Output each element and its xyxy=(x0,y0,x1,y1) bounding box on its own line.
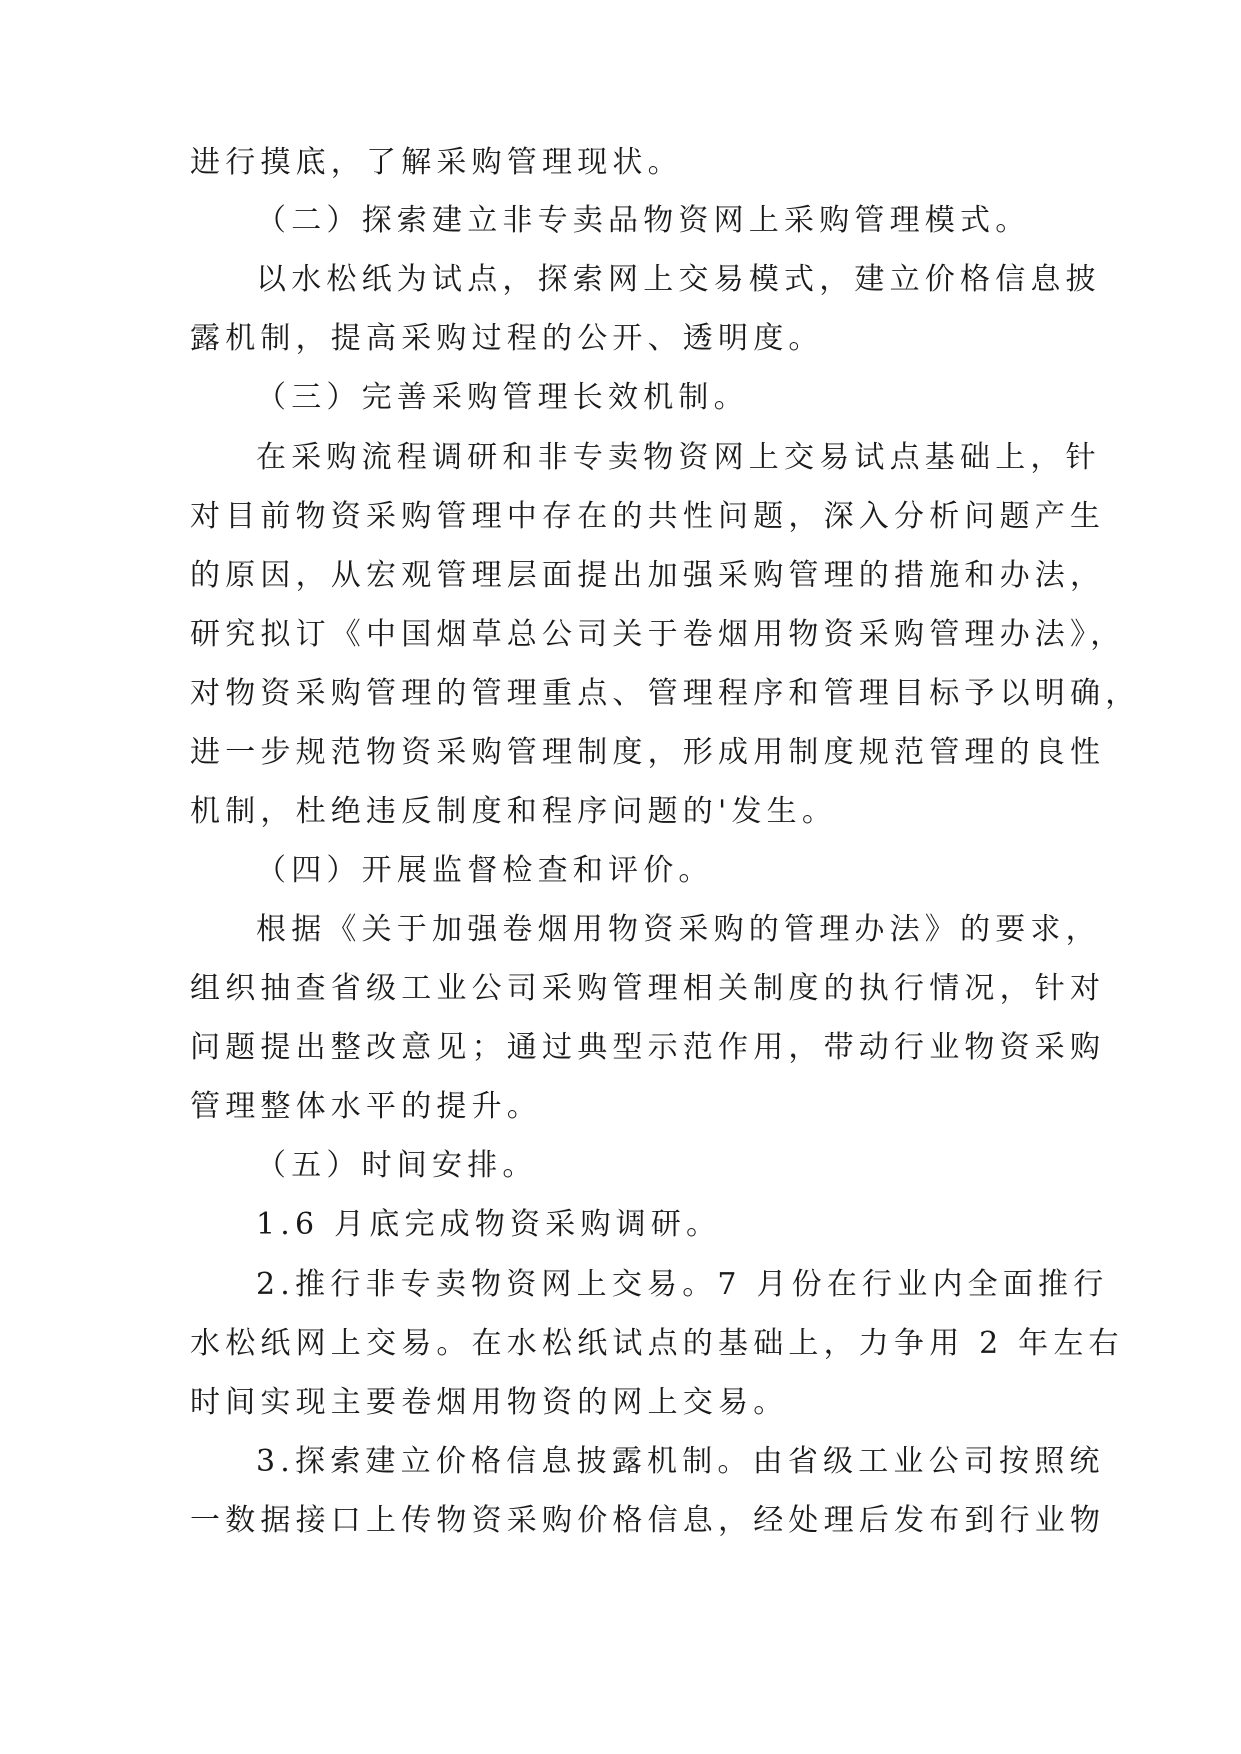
text-line: 进一步规范物资采购管理制度，形成用制度规范管理的良性 xyxy=(190,735,1106,770)
text-line: 对物资采购管理的管理重点、管理程序和管理目标予以明确， xyxy=(190,676,1141,711)
text-line: 研究拟订《中国烟草总公司关于卷烟用物资采购管理办法》， xyxy=(190,617,1126,652)
list-item: 2.推行非专卖物资网上交易。7 月份在行业内全面推行 xyxy=(256,1267,1109,1302)
text-line: 在采购流程调研和非专卖物资网上交易试点基础上，针 xyxy=(256,440,1101,475)
list-item: 3.探索建立价格信息披露机制。由省级工业公司按照统 xyxy=(256,1444,1105,1479)
text-line: 机制，杜绝违反制度和程序问题的'发生。 xyxy=(190,794,838,829)
text-line: 进行摸底，了解采购管理现状。 xyxy=(190,145,683,180)
section-heading: （二）探索建立非专卖品物资网上采购管理模式。 xyxy=(256,203,1031,238)
text-line: 对目前物资采购管理中存在的共性问题，深入分析问题产生 xyxy=(190,499,1106,534)
text-line: 露机制，提高采购过程的公开、透明度。 xyxy=(190,321,824,356)
text-line: 管理整体水平的提升。 xyxy=(190,1089,542,1124)
list-item: 1.6 月底完成物资采购调研。 xyxy=(256,1207,722,1242)
text-line: 的原因，从宏观管理层面提出加强采购管理的措施和办法， xyxy=(190,558,1106,593)
text-line: 问题提出整改意见；通过典型示范作用，带动行业物资采购 xyxy=(190,1030,1106,1065)
text-line: 根据《关于加强卷烟用物资采购的管理办法》的要求， xyxy=(256,912,1101,947)
text-line: 以水松纸为试点，探索网上交易模式，建立价格信息披 xyxy=(256,262,1101,297)
text-line: 组织抽查省级工业公司采购管理相关制度的执行情况，针对 xyxy=(190,971,1106,1006)
section-heading: （四）开展监督检查和评价。 xyxy=(256,853,714,888)
section-heading: （三）完善采购管理长效机制。 xyxy=(256,380,749,415)
text-line: 水松纸网上交易。在水松纸试点的基础上，力争用 2 年左右 xyxy=(190,1326,1124,1361)
text-line: 一数据接口上传物资采购价格信息，经处理后发布到行业物 xyxy=(190,1503,1106,1538)
section-heading: （五）时间安排。 xyxy=(256,1148,538,1183)
text-line: 时间实现主要卷烟用物资的网上交易。 xyxy=(190,1385,789,1420)
